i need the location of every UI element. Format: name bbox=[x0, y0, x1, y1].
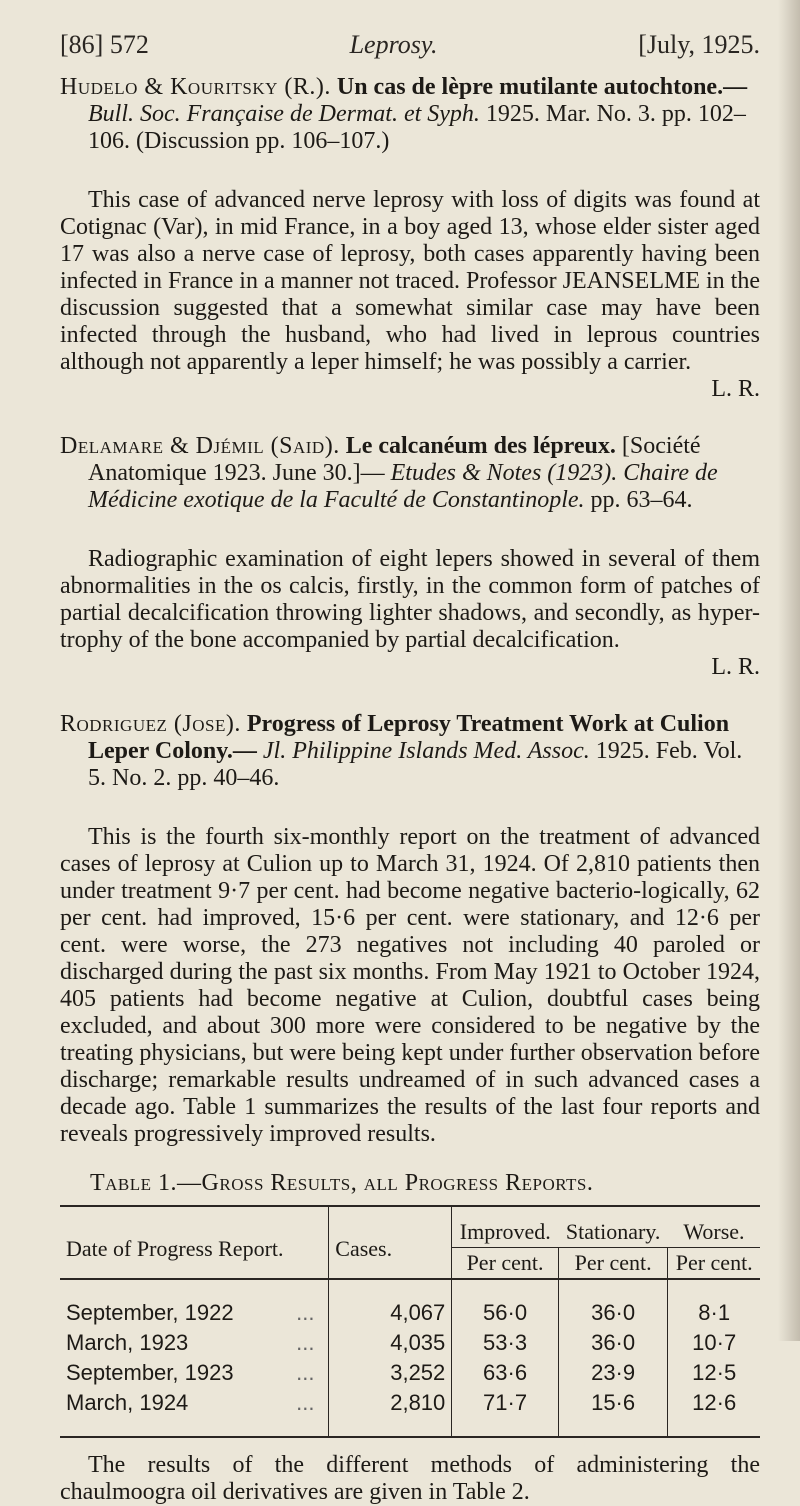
reference-hudelo bbox=[60, 74, 760, 155]
row-cases: 4,035 bbox=[329, 1328, 452, 1358]
table-header-row bbox=[60, 1206, 760, 1248]
header-cases: Cases. bbox=[329, 1206, 452, 1279]
leader-dots: ... bbox=[296, 1330, 315, 1355]
article-title: Progress of Leprosy Treatment Work at Culion Leper Colony.— bbox=[88, 711, 730, 764]
header-worse: Worse. bbox=[683, 1219, 745, 1244]
header-date: Date of Progress Report. bbox=[66, 1235, 284, 1261]
leader-dots: ... bbox=[296, 1390, 315, 1415]
row-date: March, 1924 bbox=[66, 1390, 189, 1415]
row-improved: 53·3 bbox=[452, 1328, 559, 1358]
table-row bbox=[60, 1388, 760, 1418]
table-title: Table 1.—Gross Results, all Progress Reports. bbox=[90, 1170, 594, 1196]
header-stationary: Stationary. bbox=[565, 1219, 661, 1244]
table-row bbox=[60, 1358, 760, 1388]
author: Hudelo & Kouritsky (R.). bbox=[60, 74, 331, 100]
row-improved: 56·0 bbox=[452, 1298, 559, 1328]
running-title: Leprosy. bbox=[349, 30, 438, 59]
row-worse: 12·5 bbox=[668, 1358, 760, 1388]
page bbox=[60, 30, 760, 1506]
unit-improved: Per cent. bbox=[452, 1248, 559, 1280]
abstract-text: This case of advanced nerve leprosy with loss of digits was found at Cotignac (Var), in mid France, in a boy aged 13, whose elder sister aged 17 was also a nerve case of leprosy, both cases apparently having been infected in France in a manner not traced. Professor JEANSELME in the discussion suggested that a somewhat similar case may have been infected through the husband, who had lived in leprous countries although not apparently a leper himself; he was possibly a carrier. bbox=[60, 187, 760, 375]
row-cases: 3,252 bbox=[329, 1358, 452, 1388]
abstract-rodriguez bbox=[60, 824, 760, 1148]
row-date: March, 1923 bbox=[66, 1330, 189, 1355]
unit-worse: Per cent. bbox=[668, 1248, 760, 1280]
table-end-spacer bbox=[60, 1418, 760, 1437]
row-cases: 2,810 bbox=[329, 1388, 452, 1418]
page-edge-shadow bbox=[778, 0, 800, 1341]
reference-rodriguez bbox=[60, 711, 760, 792]
reviewer-initials: L. R. bbox=[711, 376, 760, 402]
issue-date: [July, 1925. bbox=[638, 30, 760, 59]
citation-details: pp. 63–64. bbox=[590, 487, 693, 513]
row-date: September, 1923 bbox=[66, 1360, 234, 1385]
row-worse: 12·6 bbox=[668, 1388, 760, 1418]
row-worse: 10·7 bbox=[668, 1328, 760, 1358]
leader-dots: ... bbox=[296, 1300, 315, 1325]
author: Rodriguez (Jose). bbox=[60, 711, 241, 737]
abstract-hudelo bbox=[60, 187, 760, 403]
results-table bbox=[60, 1205, 760, 1438]
table-row bbox=[60, 1298, 760, 1328]
row-improved: 63·6 bbox=[452, 1358, 559, 1388]
running-head bbox=[60, 30, 760, 60]
abstract-text: This is the fourth six-monthly report on the treatment of advanced cases of leprosy at Culion up to March 31, 1924. Of 2,810 patients then under treatment 9·7 per cent. had become negative bacterio-logically, 62 per cent. had improved, 15·6 per cent. were stationary, and 12·6 per cent. were worse, the 273 negatives not including 40 paroled or discharged during the past six months. From May 1921 to October 1924, 405 patients had become negative at Culion, doubtful cases being excluded, and about 300 more were considered to be negative by the treating physicians, but were being kept under further observation before discharge; remarkable results undreamed of in such advanced cases a decade ago. Table 1 summarizes the results of the last four reports and reveals progressively improved results. bbox=[60, 824, 760, 1147]
article-title: Un cas de lèpre mutilante autochtone.— bbox=[336, 74, 748, 100]
reference-delamare bbox=[60, 433, 760, 514]
table-row bbox=[60, 1328, 760, 1358]
abstract-text: Radiographic examination of eight lepers showed in several of them abnormalities in the os calcis, firstly, in the common form of patches of partial decalcification throwing lighter shadows, and secondly, as hyper-trophy of the bone accompanied by partial decalcification. bbox=[60, 546, 760, 653]
page-reference: [86] 572 bbox=[60, 30, 149, 59]
row-stationary: 36·0 bbox=[558, 1328, 668, 1358]
author: Delamare & Djémil (Said). bbox=[60, 433, 340, 459]
unit-stationary: Per cent. bbox=[558, 1248, 668, 1280]
abstract-delamare bbox=[60, 546, 760, 681]
leader-dots: ... bbox=[296, 1360, 315, 1385]
society-reference: [Société Anatomique 1923. June 30.]— bbox=[88, 433, 701, 486]
reviewer-initials: L. R. bbox=[711, 654, 760, 680]
row-improved: 71·7 bbox=[452, 1388, 559, 1418]
table-spacer bbox=[60, 1279, 760, 1298]
row-cases: 4,067 bbox=[329, 1298, 452, 1328]
journal-name: Etudes & Notes (1923). Chaire de Médicine exotique de la Faculté de Constantinople. bbox=[88, 460, 718, 513]
article-title: Le calcanéum des lépreux. bbox=[345, 433, 616, 459]
citation-details: 1925. Mar. No. 3. pp. 102–106. (Discussion pp. 106–107.) bbox=[88, 101, 746, 154]
row-stationary: 23·9 bbox=[558, 1358, 668, 1388]
row-stationary: 15·6 bbox=[558, 1388, 668, 1418]
citation-details: 1925. Feb. Vol. 5. No. 2. pp. 40–46. bbox=[88, 738, 743, 791]
row-worse: 8·1 bbox=[668, 1298, 760, 1328]
row-stationary: 36·0 bbox=[558, 1298, 668, 1328]
header-improved: Improved. bbox=[452, 1206, 559, 1248]
row-date: September, 1922 bbox=[66, 1300, 234, 1325]
journal-name: Bull. Soc. Française de Dermat. et Syph. bbox=[88, 101, 480, 127]
closing-paragraph: The results of the different methods of administering the chaulmoogra oil derivatives are given in Table 2. bbox=[60, 1452, 760, 1505]
journal-name: Jl. Philippine Islands Med. Assoc. bbox=[262, 738, 590, 764]
